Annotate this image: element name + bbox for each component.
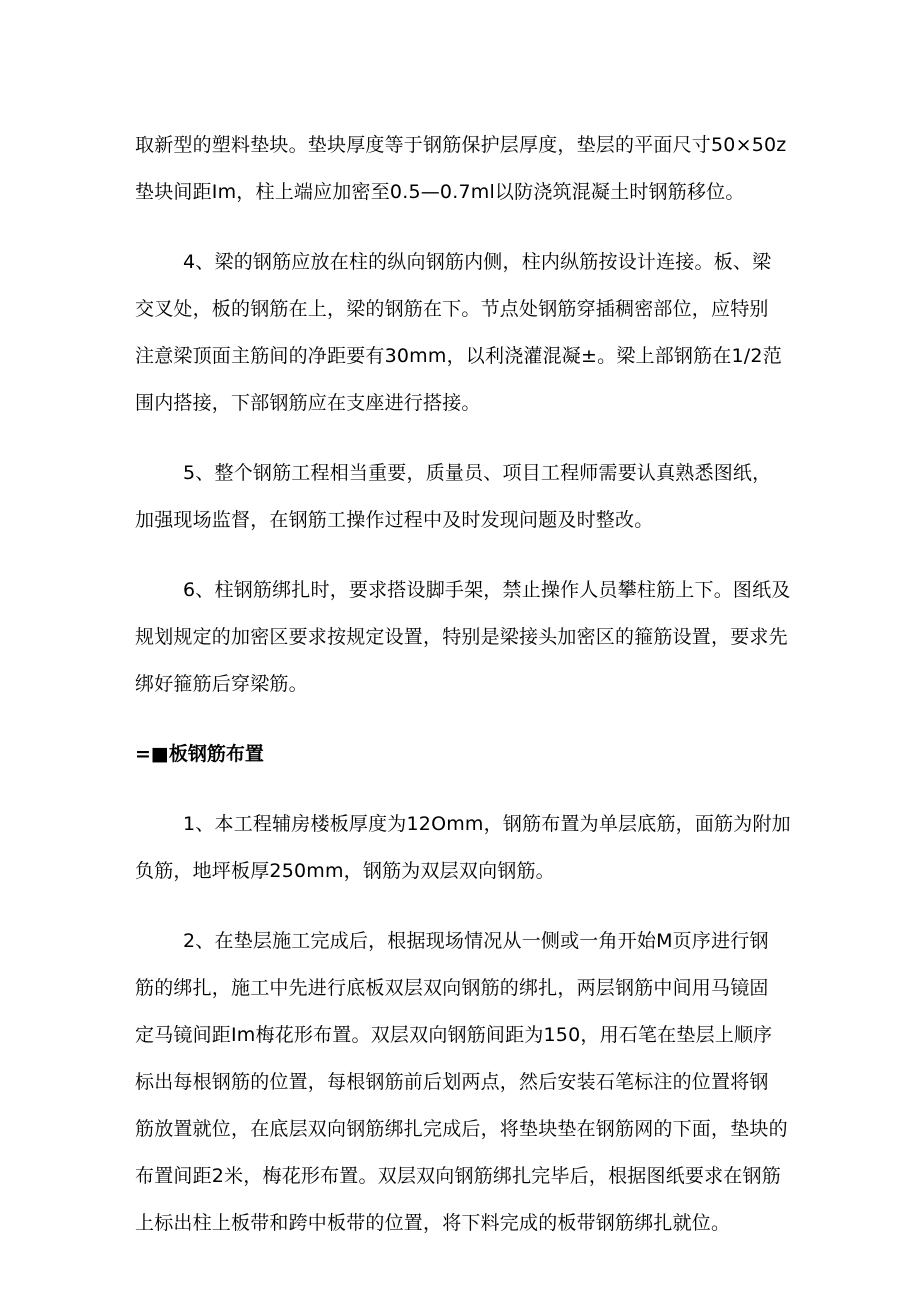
paragraph-section-2 — [135, 918, 795, 1247]
text-line: 垫块间距Im，柱上端应加密至0.5—0.7ml以防浇筑混凝土时钢筋移位。 — [135, 181, 745, 203]
text-line: 定马镜间距Im梅花形布置。双层双向钢筋间距为150，用石笔在垫层上顺序 — [135, 1024, 773, 1046]
document-body — [135, 122, 795, 1270]
text-line: 绑好箍筋后穿梁筋。 — [135, 673, 308, 695]
paragraph-section-1 — [135, 801, 795, 895]
text-line: 标出每根钢筋的位置，每根钢筋前后划两点，然后安装石笔标注的位置将钢 — [135, 1071, 769, 1093]
text-line: 上标出柱上板带和跨中板带的位置，将下料完成的板带钢筋绑扎就位。 — [135, 1212, 731, 1234]
text-line: 规划规定的加密区要求按规定设置，特别是梁接头加密区的箍筋设置，要求先 — [135, 626, 788, 648]
text-line: 4、梁的钢筋应放在柱的纵向钢筋内侧，柱内纵筋按设计连接。板、梁 — [183, 251, 772, 273]
text-line: 交叉处，板的钢筋在上，梁的钢筋在下。节点处钢筋穿插稠密部位，应特别 — [135, 298, 769, 320]
text-line: 围内搭接，下部钢筋应在支座进行搭接。 — [135, 392, 481, 414]
text-line: 筋的绑扎，施工中先进行底板双层双向钢筋的绑扎，两层钢筋中间用马镜固 — [135, 977, 769, 999]
paragraph-item-5 — [135, 450, 795, 544]
text-line: 注意梁顶面主筋间的净距要有30mm，以利浇灌混凝±。梁上部钢筋在1/2范 — [135, 345, 782, 367]
text-line: 筋放置就位，在底层双向钢筋绑扎完成后，将垫块垫在钢筋网的下面，垫块的 — [135, 1118, 788, 1140]
text-line: 负筋，地坪板厚250mm，钢筋为双层双向钢筋。 — [135, 860, 555, 882]
text-line: 取新型的塑料垫块。垫块厚度等于钢筋保护层厚度，垫层的平面尺寸50×50z — [135, 134, 787, 156]
text-line: 2、在垫层施工完成后，根据现场情况从一侧或一角开始M页序进行钢 — [183, 930, 769, 952]
paragraph-item-4 — [135, 239, 795, 427]
paragraph-continued — [135, 122, 795, 216]
paragraph-item-6 — [135, 567, 795, 708]
text-line: 5、整个钢筋工程相当重要，质量员、项目工程师需要认真熟悉图纸， — [183, 462, 772, 484]
text-line: 布置间距2米，梅花形布置。双层双向钢筋绑扎完毕后，根据图纸要求在钢筋 — [135, 1165, 781, 1187]
text-line: 1、本工程辅房楼板厚度为12Omm，钢筋布置为单层底筋，面筋为附加 — [183, 813, 791, 835]
section-heading: =■板钢筋布置 — [135, 743, 264, 765]
text-line: 加强现场监督，在钢筋工操作过程中及时发现问题及时整改。 — [135, 509, 654, 531]
text-line: 6、柱钢筋绑扎时，要求搭设脚手架，禁止操作人员攀柱筋上下。图纸及 — [183, 579, 791, 601]
